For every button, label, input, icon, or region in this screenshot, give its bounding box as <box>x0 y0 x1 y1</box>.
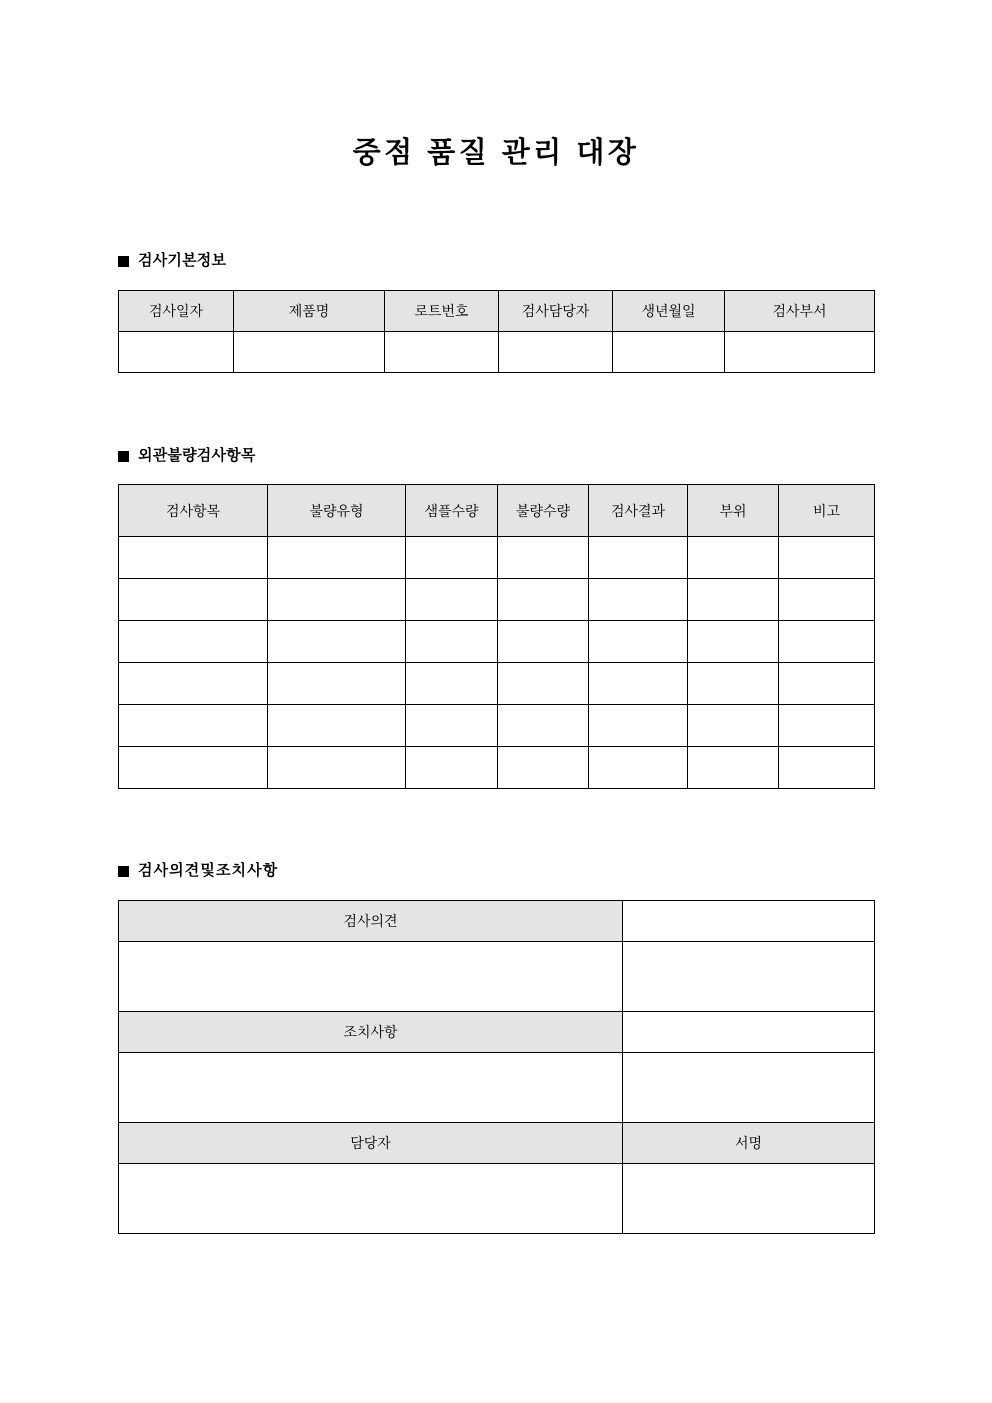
appearance-defect-inspection-table <box>118 484 875 789</box>
cell-inspection-result[interactable] <box>589 579 688 621</box>
cell-sample-qty[interactable] <box>406 579 498 621</box>
cell-inspection-item[interactable] <box>119 537 268 579</box>
table-row-opinion-label <box>119 901 875 942</box>
table-row-signature-body <box>119 1164 875 1234</box>
cell-defect-qty[interactable] <box>498 747 589 789</box>
cell-sample-qty[interactable] <box>406 705 498 747</box>
cell-defect-type[interactable] <box>268 537 406 579</box>
cell-opinion-side[interactable] <box>623 901 875 942</box>
cell-remarks[interactable] <box>779 537 875 579</box>
cell-inspection-result[interactable] <box>589 747 688 789</box>
cell-inspection-result[interactable] <box>589 621 688 663</box>
cell-opinion-body[interactable] <box>119 942 623 1012</box>
cell-defect-type[interactable] <box>268 705 406 747</box>
cell-remarks[interactable] <box>779 663 875 705</box>
cell-inspection-dept[interactable] <box>725 332 875 373</box>
cell-defect-qty[interactable] <box>498 537 589 579</box>
cell-defect-type[interactable] <box>268 663 406 705</box>
cell-defect-type[interactable] <box>268 747 406 789</box>
cell-birthdate[interactable] <box>613 332 725 373</box>
table-row <box>119 579 875 621</box>
cell-inspection-item[interactable] <box>119 621 268 663</box>
cell-defect-qty[interactable] <box>498 579 589 621</box>
label-signature: 서명 <box>623 1123 875 1164</box>
section-heading-basic-info <box>118 251 226 271</box>
section-heading-label: 검사기본정보 <box>138 252 227 269</box>
column-header-lot-number: 로트번호 <box>385 291 499 332</box>
black-square-bullet-icon <box>118 866 129 877</box>
basic-inspection-info-table <box>118 290 875 373</box>
column-header-location: 부위 <box>688 485 779 537</box>
column-header-inspection-date: 검사일자 <box>119 291 234 332</box>
cell-inspection-item[interactable] <box>119 663 268 705</box>
cell-action-body-side[interactable] <box>623 1053 875 1123</box>
inspection-opinion-action-table <box>118 900 875 1234</box>
section-heading-opinion-action <box>118 861 278 881</box>
cell-defect-qty[interactable] <box>498 621 589 663</box>
column-header-defect-type: 불량유형 <box>268 485 406 537</box>
cell-product-name[interactable] <box>234 332 385 373</box>
column-header-sample-qty: 샘플수량 <box>406 485 498 537</box>
table-row-opinion-body <box>119 942 875 1012</box>
cell-location[interactable] <box>688 621 779 663</box>
table-row <box>119 537 875 579</box>
cell-inspection-item[interactable] <box>119 579 268 621</box>
column-header-inspector: 검사담당자 <box>499 291 613 332</box>
column-header-inspection-result: 검사결과 <box>589 485 688 537</box>
cell-sample-qty[interactable] <box>406 663 498 705</box>
cell-inspection-result[interactable] <box>589 663 688 705</box>
cell-sample-qty[interactable] <box>406 747 498 789</box>
cell-remarks[interactable] <box>779 579 875 621</box>
column-header-product-name: 제품명 <box>234 291 385 332</box>
black-square-bullet-icon <box>118 256 129 267</box>
cell-person-in-charge[interactable] <box>119 1164 623 1234</box>
page-title: 중점 품질 관리 대장 <box>352 137 640 169</box>
cell-inspector[interactable] <box>499 332 613 373</box>
cell-defect-qty[interactable] <box>498 705 589 747</box>
table-row-action-body <box>119 1053 875 1123</box>
cell-location[interactable] <box>688 663 779 705</box>
cell-location[interactable] <box>688 747 779 789</box>
table-row <box>119 332 875 373</box>
column-header-defect-qty: 불량수량 <box>498 485 589 537</box>
cell-inspection-item[interactable] <box>119 747 268 789</box>
black-square-bullet-icon <box>118 451 129 462</box>
section-heading-appearance-defect <box>118 446 256 466</box>
cell-sample-qty[interactable] <box>406 537 498 579</box>
label-inspection-opinion: 검사의견 <box>119 901 623 942</box>
table-header-row <box>119 485 875 537</box>
cell-inspection-result[interactable] <box>589 705 688 747</box>
cell-location[interactable] <box>688 579 779 621</box>
table-row <box>119 663 875 705</box>
cell-action-side[interactable] <box>623 1012 875 1053</box>
column-header-inspection-dept: 검사부서 <box>725 291 875 332</box>
column-header-remarks: 비고 <box>779 485 875 537</box>
table-row <box>119 747 875 789</box>
table-row-signature-label <box>119 1123 875 1164</box>
table-row <box>119 621 875 663</box>
table-row-action-label <box>119 1012 875 1053</box>
cell-remarks[interactable] <box>779 747 875 789</box>
cell-location[interactable] <box>688 705 779 747</box>
table-row <box>119 705 875 747</box>
table-header-row <box>119 291 875 332</box>
cell-signature[interactable] <box>623 1164 875 1234</box>
column-header-birthdate: 생년월일 <box>613 291 725 332</box>
section-heading-label: 검사의견및조치사항 <box>138 862 279 879</box>
cell-defect-type[interactable] <box>268 579 406 621</box>
cell-inspection-item[interactable] <box>119 705 268 747</box>
cell-action-body[interactable] <box>119 1053 623 1123</box>
cell-opinion-body-side[interactable] <box>623 942 875 1012</box>
cell-inspection-date[interactable] <box>119 332 234 373</box>
column-header-inspection-item: 검사항목 <box>119 485 268 537</box>
label-person-in-charge: 담당자 <box>119 1123 623 1164</box>
cell-defect-qty[interactable] <box>498 663 589 705</box>
cell-remarks[interactable] <box>779 621 875 663</box>
cell-inspection-result[interactable] <box>589 537 688 579</box>
cell-defect-type[interactable] <box>268 621 406 663</box>
label-action-item: 조치사항 <box>119 1012 623 1053</box>
cell-sample-qty[interactable] <box>406 621 498 663</box>
cell-remarks[interactable] <box>779 705 875 747</box>
cell-location[interactable] <box>688 537 779 579</box>
cell-lot-number[interactable] <box>385 332 499 373</box>
section-heading-label: 외관불량검사항목 <box>138 447 256 464</box>
